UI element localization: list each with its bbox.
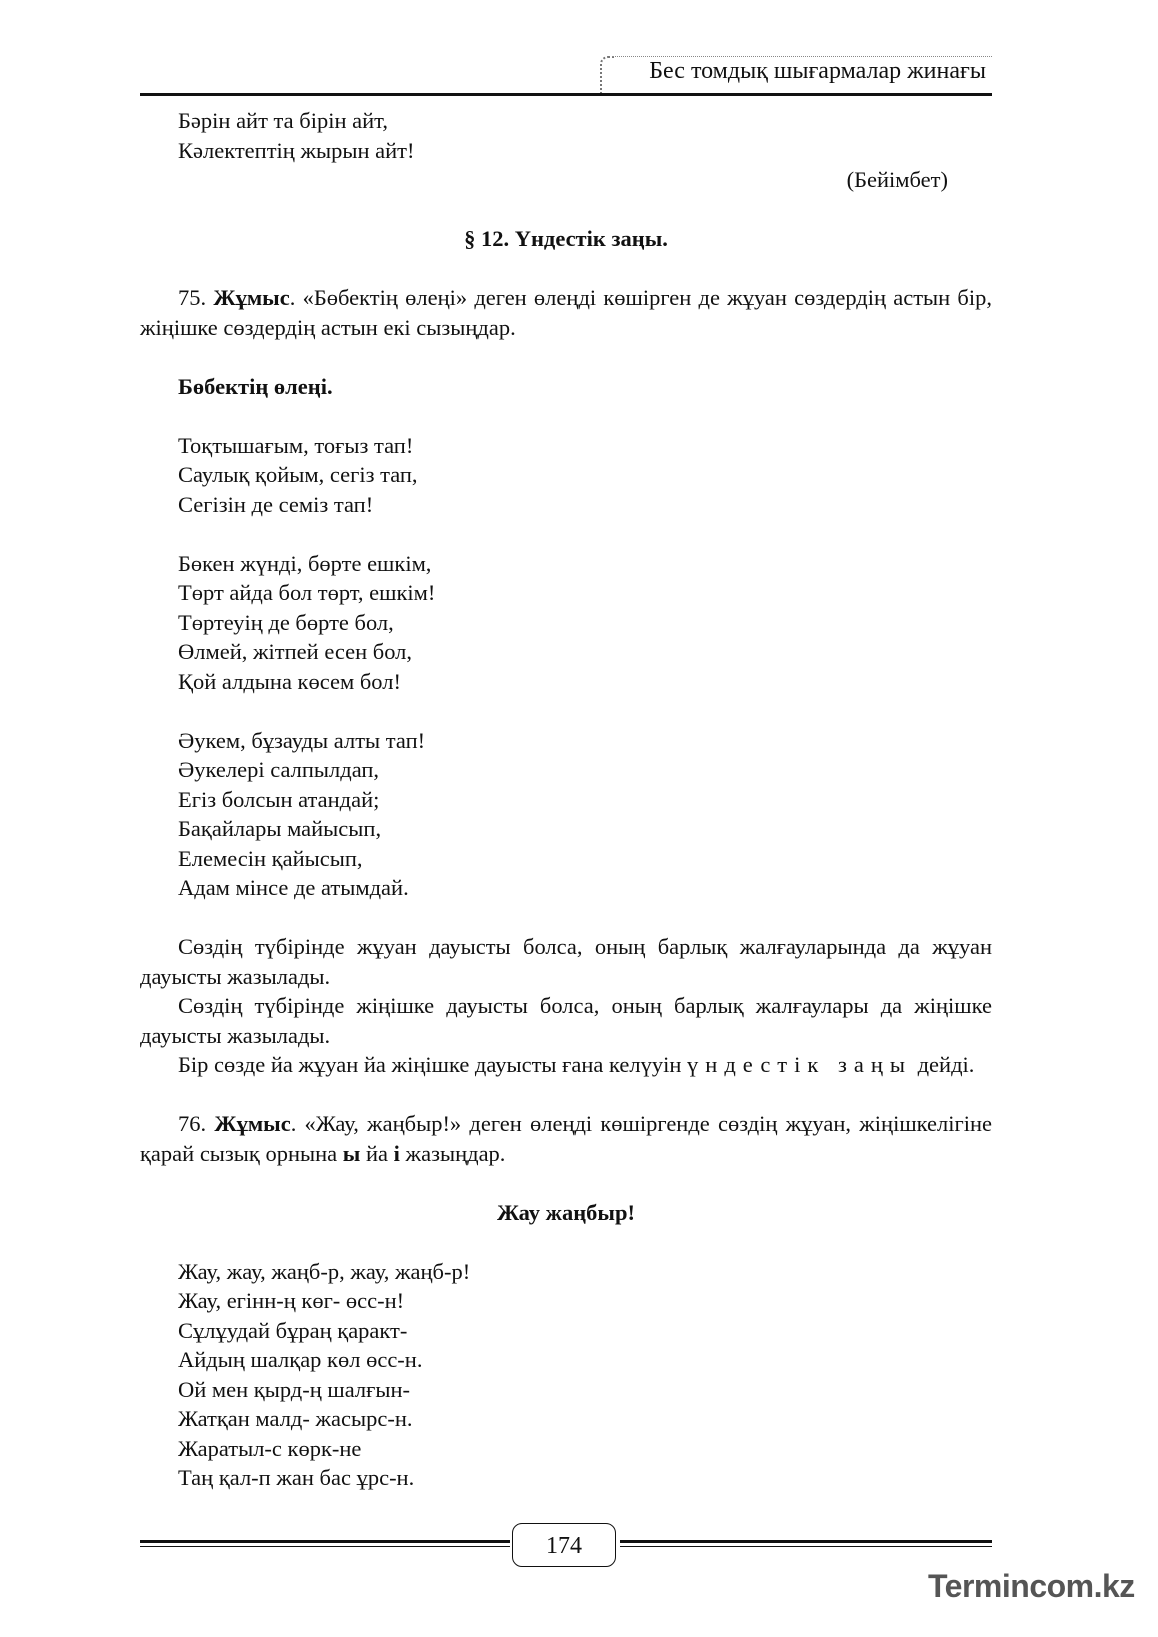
rule-paragraph: Сөздің түбірінде жіңішке дауысты болса, оның барлық жалғаулары да жіңішке дауысты жазылады. [140,993,992,1048]
bold-letter: ы [342,1140,361,1166]
task-75 [140,283,992,342]
header-dotted-line [612,56,992,57]
poem-title: Бөбектің өлеңі. [178,373,333,399]
poem-line: Кәлектептің жырын айт! [178,137,415,163]
task-number: 75. [178,285,207,310]
page-number: 174 [512,1523,616,1567]
poem-line: Жау, егінн-ң көг- өсс-н! [178,1288,405,1313]
poem-line: Саулық қойым, сегіз тап, [178,462,418,487]
poem-line: Сұлұудай бұраң қаракт- [178,1317,408,1343]
rule-paragraph: Бір сөзде йа жұуан йа жіңішке дауысты ғана келүуін үндестік заңы дейді. [178,1052,975,1077]
poem-title: Жау жаңбыр! [496,1199,636,1225]
bold-letter: і [393,1140,400,1166]
poem-line: Төрт айда бол төрт, ешкім! [178,580,436,605]
poem-line: Тоқтышағым, тоғыз тап! [178,432,414,458]
poem-line: Сегізін де семіз тап! [178,491,374,517]
poem-line: Бөкен жүнді, бөрте ешкім, [178,550,432,576]
poem-line: Қой алдына көсем бол! [178,668,401,694]
attribution: (Бейімбет) [846,167,948,192]
task-number: 76. [178,1111,207,1136]
poem-line: Елемесін қайысып, [178,845,363,871]
running-header [140,52,992,96]
rule-paragraph: Сөздің түбірінде жұуан дауысты болса, оның барлық жалғауларында да жұуан дауысты жазылады. [140,934,992,989]
task-76: 76. Жұмыс. «Жау, жаңбыр!» деген өлеңді көшіргенде сөздің жұуан, жіңішкелігіне қарай сызық орнына ы йа і жазыңдар. [140,1111,992,1166]
poem-line: Таң қал-п жан бас ұрс-н. [178,1465,415,1490]
poem-line: Жау, жау, жаңб-р, жау, жаңб-р! [178,1258,471,1284]
poem-line: Егіз болсын атандай; [178,786,380,812]
poem-line: Әукелері салпылдап, [178,757,380,782]
poem-line: Бақайлары майысып, [178,816,382,841]
poem-line: Айдың шалқар көл өсс-н. [178,1347,423,1372]
poem-line: Жатқан малд- жасырс-н. [178,1406,413,1431]
task-text: . «Бөбектің өлеңі» деген өлеңді көшірген де жұуан сөздердің астын бір, жіңішке сөздердің астын екі сызыңдар. [140,285,992,340]
page-body [140,106,992,1493]
poem-line: Төртеуің де бөрте бол, [178,609,394,635]
book-title: Бес томдық шығармалар жинағы [649,58,986,84]
watermark-logo: Termincom.kz [928,1568,1135,1604]
footer-rule-left [140,1540,510,1547]
poem-line: Әукем, бұзауды алты тап! [178,727,426,753]
page-footer [140,1523,992,1569]
task-label: Жұмыс [213,285,290,310]
poem-line: Адам мінсе де атымдай. [178,875,409,900]
footer-rule-right [620,1540,992,1547]
poem-line: Жаратыл-с көрк-не [178,1435,362,1461]
poem-line: Бәрін айт та бірін айт, [178,108,388,133]
header-bracket-ornament [600,56,614,94]
section-title: § 12. Үндестік заңы. [464,226,668,251]
poem-line: Ой мен қырд-ң шалғын- [178,1376,411,1402]
header-rule [140,93,992,96]
poem-line: Өлмей, жітпей есен бол, [178,639,413,664]
spaced-term: үндестік заңы [687,1052,912,1077]
task-label: Жұмыс [214,1111,291,1136]
